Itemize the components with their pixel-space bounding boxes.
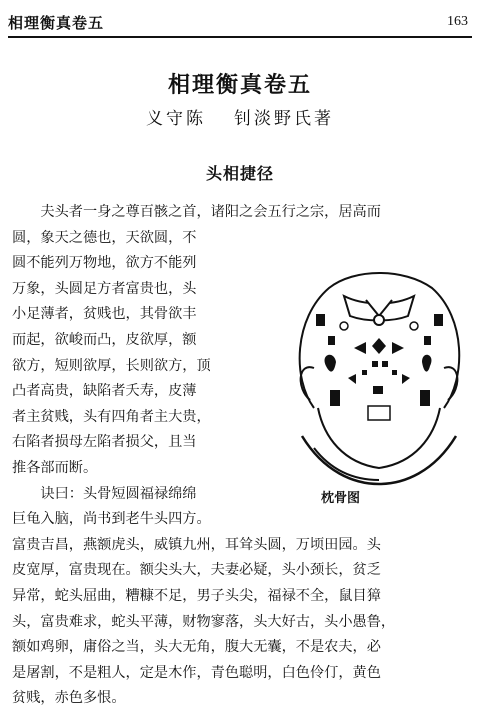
text-line: 异常，蛇头屈曲，糟糠不足，男子头尖，福禄不全，鼠目獐 xyxy=(12,587,381,604)
page-number: 163 xyxy=(447,14,468,29)
author-line xyxy=(0,104,480,129)
text-line: 圆，象天之德也，天欲圆，不 xyxy=(12,229,197,246)
head-back-illustration xyxy=(284,258,474,488)
text-line: 夫头者一身之尊百骸之首，诸阳之会五行之宗，居高而 xyxy=(12,204,381,220)
text-line: 巨龟入脑，尚书到老牛头四方。 xyxy=(12,511,211,528)
text-line: 者主贫贱，头有四角者主大贵， xyxy=(12,408,211,425)
running-title: 相理衡真卷五 xyxy=(8,14,105,32)
text-line: 而起，欲峻而凸，皮欲厚，额 xyxy=(12,331,197,348)
figure-caption: 枕骨图 xyxy=(321,491,361,506)
text-line: 皮宽厚，富贵现在。额尖头大，夫妻必疑，头小颈长，贫乏 xyxy=(12,562,381,579)
section-title: 头相捷径 xyxy=(205,164,274,183)
header-rule xyxy=(8,36,472,38)
text-line: 推各部而断。 xyxy=(12,459,98,476)
running-header xyxy=(8,6,472,36)
text-line: 凸者高贵，缺陷者夭寿，皮薄 xyxy=(12,383,197,400)
text-line: 头，富贵难求，蛇头平薄，财物寥落，头大好古，头小愚鲁， xyxy=(12,613,396,630)
text-line: 万象，头圆足方者富贵也，头 xyxy=(12,280,197,297)
author-name-1: 义守陈 xyxy=(146,109,206,129)
text-line: 是屠割，不是粗人，定是木作，青色聪明，白色伶仃，黄色 xyxy=(12,664,381,681)
text-line: 小足薄者，贫贱也，其骨欲丰 xyxy=(12,306,197,323)
author-name-2: 钊淡野氏著 xyxy=(234,109,334,129)
text-line: 贫贱，赤色多恨。 xyxy=(12,690,126,707)
text-line: 圆不能列万物地，欲方不能列 xyxy=(12,255,197,272)
text-line: 富贵吉昌，燕额虎头，威镇九州，耳耸头圆，万顷田园。头 xyxy=(12,536,381,553)
text-line: 右陷者损母左陷者损父，且当 xyxy=(12,434,197,451)
occipital-bone-figure xyxy=(284,258,474,488)
text-line: 诀曰：头骨短圆福禄绵绵 xyxy=(12,485,197,502)
text-line: 欲方，短则欲厚，长则欲方，顶 xyxy=(12,357,211,374)
text-line: 额如鸡卵，庸俗之当，头大无角，腹大无囊，不是农夫，必 xyxy=(12,639,381,656)
chapter-title: 相理衡真卷五 xyxy=(167,73,312,98)
